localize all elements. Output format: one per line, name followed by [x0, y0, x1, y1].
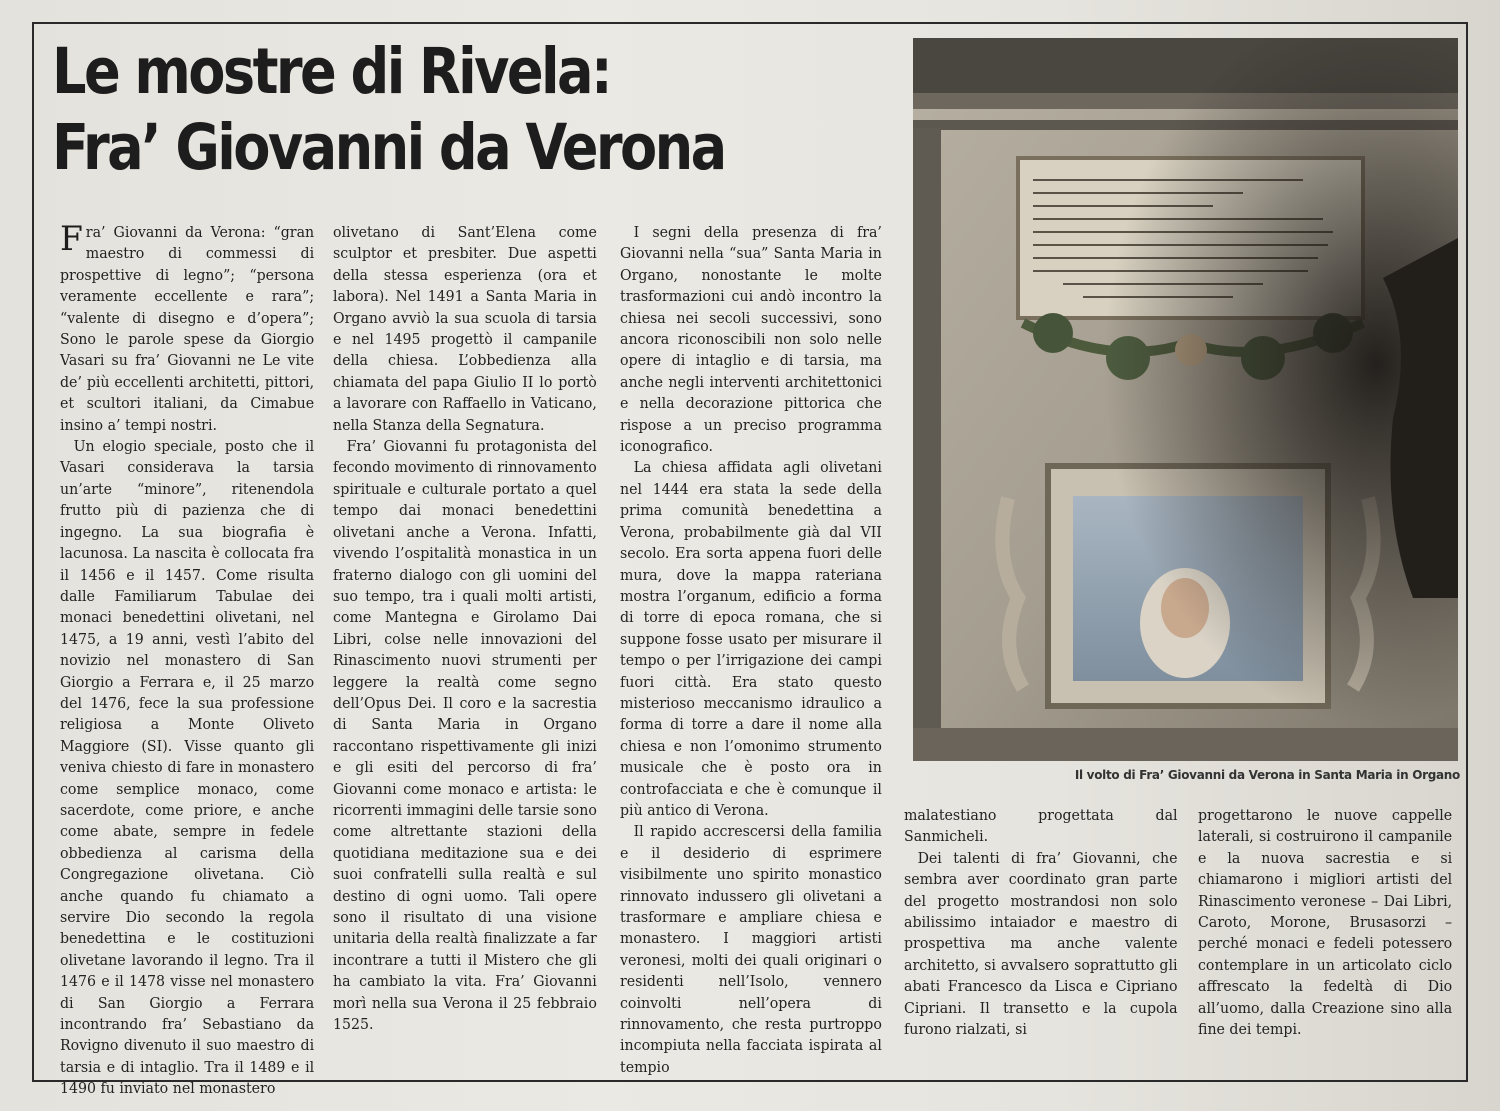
- drop-cap: F: [60, 219, 83, 259]
- text-column-4: [904, 805, 1178, 1040]
- paragraph: Un elogio speciale, posto che il Vasari considerava la tarsia un’arte “minore”, ritenendola frutto più di pazienza che di ingegno. La sua biografia è lacunosa. La nascita è collocata fra il 1456 e il 1457. Come risulta dalle Familiarum Tabulae dei monaci benedettini olivetani, nel 1475, a 19 anni, vestì l’abito del novizio nel monastero di San Giorgio a Ferrara e, il 25 marzo del 1476, fece la sua professione religiosa a Monte Oliveto Maggiore (SI). Visse quanto gli veniva chiesto di fare in monastero come semplice monaco, come sacerdote, come priore, e anche come abate, sempre in fedele obbedienza al carisma della Congregazione olivetana. Ciò anche quando fu chiamato a servire Dio secondo la regola benedettina e le costituzioni olivetane lavorando il legno. Tra il 1476 e il 1478 visse nel monastero di San Giorgio a Ferrara incontrando fra’ Sebastiano da Rovigno divenuto il suo maestro di tarsia e di intaglio. Tra il 1489 e il 1490 fu inviato nel monastero: [60, 438, 315, 1098]
- paragraph: olivetano di Sant’Elena come sculptor et presbiter. Due aspetti della stessa esperienza (ora et labora). Nel 1491 a Santa Maria in Organo avviò la sua scuola di tarsia e nel 1495 progettò il campanile della chiesa. L’obbedienza alla chiamata del papa Giulio II lo portò a lavorare con Raffaello in Vaticano, nella Stanza della Segnatura.: [333, 224, 597, 434]
- headline-line-1: Le mostre di Rivela:: [52, 35, 611, 108]
- paragraph: Il rapido accrescersi della familia e il desiderio di esprimere visibilmente uno spirito monastico rinnovato indussero gli olivetani a trasformare e ampliare chiesa e monastero. I maggiori artisti veronesi, molti dei quali originari o residenti nell’Isolo, vennero coinvolti nell’opera di rinnovamento, che resta purtroppo incompiuta nella facciata ispirata al tempio: [620, 823, 882, 1076]
- text-column-5: [1198, 805, 1452, 1040]
- headline: [52, 34, 774, 186]
- paragraph: I segni della presenza di fra’ Giovanni nella “sua” Santa Maria in Organo, nonostante le molte trasformazioni cui andò incontro la chiesa nei secoli successivi, sono ancora riconoscibili non solo nelle opere di intaglio e di tarsia, ma anche negli interventi architettonici e nella decorazione pittorica che rispose a un preciso programma iconografico.: [620, 224, 882, 456]
- text-column-2: [333, 222, 597, 1035]
- paragraph: Fra’ Giovanni fu protagonista del fecondo movimento di rinnovamento spirituale e culturale portato a quel tempo dai monaci benedettini olivetani anche a Verona. Infatti, vivendo l’ospitalità monastica in un fraterno dialogo con gli uomini del suo tempo, tra i quali molti artisti, come Mantegna e Girolamo Dai Libri, colse nelle innovazioni del Rinascimento nuovi strumenti per leggere la realtà come segno dell’Opus Dei. Il coro e la sacrestia di Santa Maria in Organo raccontano rispettivamente gli inizi e gli esiti del percorso di fra’ Giovanni come monaco e artista: le ricorrenti immagini delle tarsie sono come altrettante stazioni della quotidiana meditazione sua e dei suoi confratelli sulla realtà e sul destino di ogni uomo. Tali opere sono il risultato di una visione unitaria della realtà finalizzate a far incontrare a tutti il Mistero che gli ha cambiato la vita. Fra’ Giovanni morì nella sua Verona il 25 febbraio 1525.: [333, 438, 597, 1034]
- text-column-3: [620, 222, 882, 1078]
- paragraph-text: ra’ Giovanni da Verona: “gran maestro di commessi di prospettive di legno”; “persona veramente eccellente e rara”; “valente di disegno e d’opera”; Sono le parole spese da Giorgio Vasari su fra’ Giovanni ne Le vite de’ più eccellenti architetti, pittori, et scultori italiani, da Cimabue insino a’ tempi nostri.: [60, 224, 315, 434]
- text-column-1: [60, 219, 315, 1100]
- photo-caption: Il volto di Fra’ Giovanni da Verona in Santa Maria in Organo: [1074, 768, 1460, 782]
- paragraph: malatestiano progettata dal Sanmicheli.: [904, 807, 1178, 846]
- paragraph: La chiesa affidata agli olivetani nel 1444 era stata la sede della prima comunità benedettina a Verona, probabilmente già dal VII secolo. Era sorta appena fuori delle mura, dove la mappa rateriana mostra l’organum, edificio a forma di torre di epoca romana, che si suppone fosse usato per misurare il tempo o per l’irrigazione dei campi fuori città. Era stato questo misterioso meccanismo idraulico a forma di torre a dare il nome alla chiesa e non l’omonimo strumento musicale che è posto ora in controfacciata e che è comunque il più antico di Verona.: [620, 459, 882, 819]
- paragraph: [60, 219, 315, 436]
- article-photo: [913, 38, 1458, 761]
- paragraph: progettarono le nuove cappelle laterali, si costruirono il campanile e la nuova sacrestia e si chiamarono i migliori artisti del Rinascimento veronese – Dai Libri, Caroto, Morone, Brusasorzi – perché monaci e fedeli potessero contemplare in un articolato ciclo affrescato la fedeltà di Dio all’uomo, dalla Creazione sino alla fine dei tempi.: [1198, 807, 1453, 1039]
- fresco-illustration: [913, 38, 1458, 761]
- headline-line-2: Fra’ Giovanni da Verona: [52, 111, 725, 184]
- paragraph: Dei talenti di fra’ Giovanni, che sembra aver coordinato gran parte del progetto mostrandosi non solo abilissimo intaiador e maestro di prospettiva ma anche valente architetto, si avvalsero soprattutto gli abati Francesco da Lisca e Cipriano Cipriani. Il transetto e la cupola furono rialzati, si: [904, 849, 1178, 1039]
